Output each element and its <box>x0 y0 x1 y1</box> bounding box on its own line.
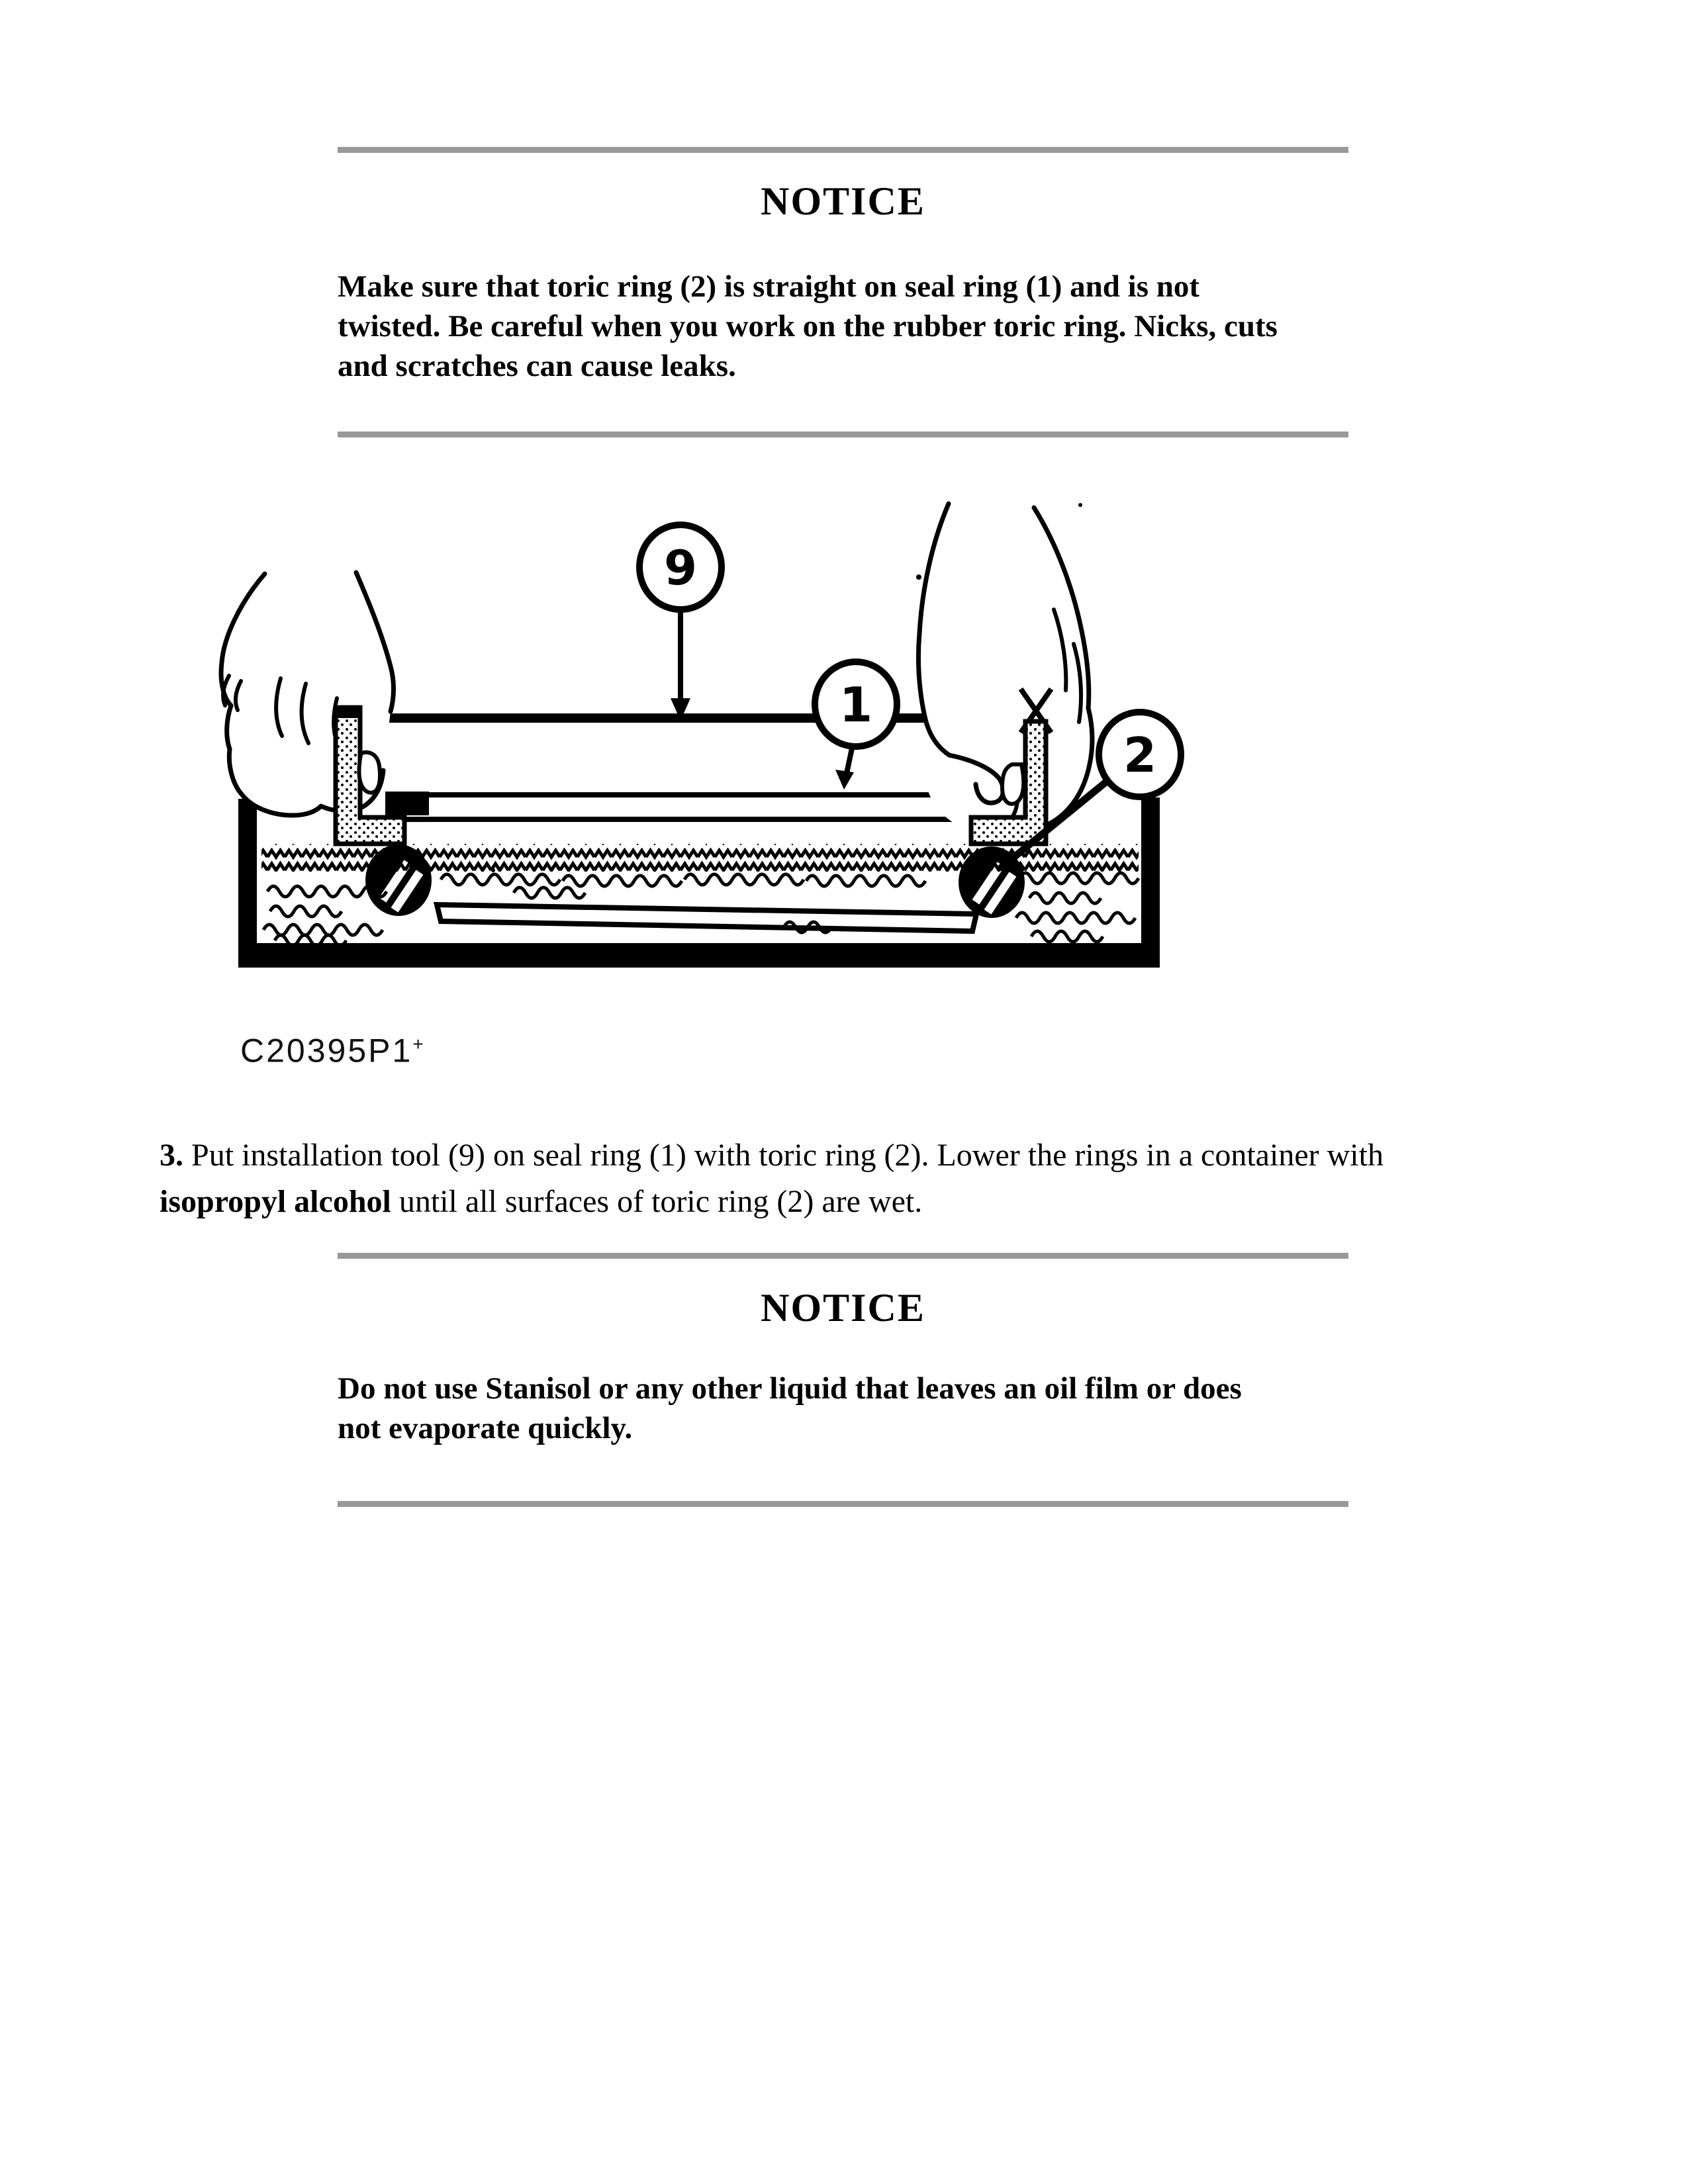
step-3-bold-term: isopropyl alcohol <box>160 1184 391 1219</box>
figure-illustration <box>199 486 1364 1036</box>
notice-bottom-heading: NOTICE <box>761 1286 925 1330</box>
callout-9-number: 9 <box>663 540 698 596</box>
step-3-line <box>160 1132 1616 1179</box>
seal-ring <box>385 792 997 819</box>
notice-top-rule-lower <box>338 432 1348 437</box>
step-3-paragraph <box>160 1132 1616 1225</box>
step-3-text: until all surfaces of toric ring (2) are wet. <box>391 1184 923 1219</box>
callout-1-number: 1 <box>839 677 873 733</box>
notice-bottom-text <box>338 1369 1370 1448</box>
notice-top-line: and scratches can cause leaks. <box>338 349 736 383</box>
notice-bottom-rule-upper <box>338 1253 1348 1259</box>
notice-bottom-line: Do not use Stanisol or any other liquid that leaves an oil film or does <box>338 1371 1242 1406</box>
notice-top-heading: NOTICE <box>761 179 925 223</box>
installation-tool-bar <box>384 713 993 723</box>
notice-top-line: twisted. Be careful when you work on the rubber toric ring. Nicks, cuts <box>338 309 1278 343</box>
notice-top-text <box>338 267 1370 386</box>
step-3-text: Put installation tool (9) on seal ring (1) with toric ring (2). Lower the rings in a container with <box>183 1138 1383 1173</box>
step-3-number: 3. <box>160 1138 183 1173</box>
left-fingertip <box>359 752 380 793</box>
notice-bottom-line: not evaporate quickly. <box>338 1411 633 1445</box>
figure-caption-superscript: + <box>412 1034 424 1054</box>
callout-1-arrowhead <box>835 770 854 790</box>
callout-1 <box>815 662 897 790</box>
seal-ring-lower-edge <box>437 905 976 931</box>
installation-figure-svg <box>199 486 1364 1036</box>
notice-bottom-rule-lower <box>338 1501 1348 1507</box>
figure-caption <box>240 1027 424 1068</box>
callout-2-number: 2 <box>1123 727 1157 783</box>
right-fingertip <box>1002 764 1023 804</box>
notice-top-line: Make sure that toric ring (2) is straight on seal ring (1) and is not <box>338 269 1200 304</box>
callout-9 <box>639 525 722 721</box>
figure-caption-text: C20395P1 <box>240 1032 413 1069</box>
step-3-line <box>160 1179 1616 1225</box>
notice-top-rule-upper <box>338 147 1348 153</box>
